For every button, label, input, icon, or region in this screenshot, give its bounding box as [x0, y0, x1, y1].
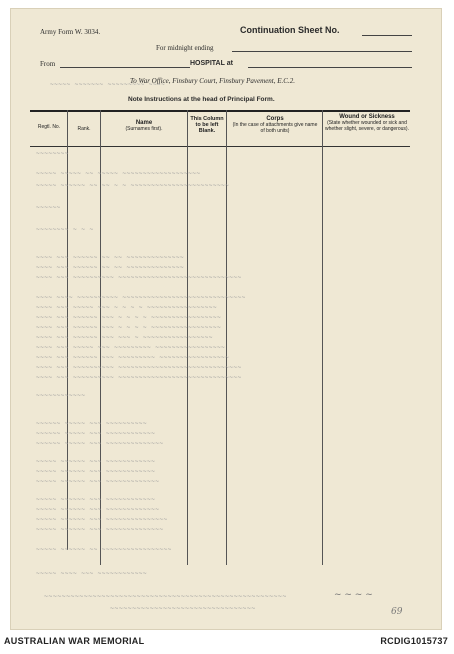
header-regtl-no: Regtl. No.: [37, 124, 61, 130]
table-header-bottom: [30, 146, 410, 147]
header-wound: [325, 114, 409, 132]
sheet-title: Continuation Sheet No.: [240, 25, 340, 35]
header-rank: Rank.: [77, 126, 91, 132]
pencil-number: 69: [391, 607, 403, 617]
address: To War Office, Finsbury Court, Finsbury Pavement, E.C.2.: [130, 77, 295, 85]
footer-record-id: RCDIG1015737: [380, 636, 448, 646]
header-name-title: Name: [135, 120, 153, 126]
midnight-line: [232, 51, 412, 52]
pencil-scribble: ~ ~ ~ ~: [334, 590, 373, 600]
header-corps-sub: (In the case of attachments give name of both units): [232, 122, 318, 134]
table-top-border: [30, 110, 410, 112]
footer-institution: AUSTRALIAN WAR MEMORIAL: [4, 636, 145, 646]
from-label: From: [40, 60, 56, 68]
header-blank-column: This Column to be left Blank.: [190, 116, 224, 134]
hospital-line: [248, 67, 412, 68]
header-corps: [230, 116, 320, 134]
header-wound-title: Wound or Sickness: [339, 114, 395, 120]
header-name: [104, 120, 184, 132]
header-name-sub: (Surnames first).: [125, 126, 163, 132]
hospital-label: HOSPITAL at: [190, 60, 233, 67]
sheet-number-line: [362, 35, 412, 36]
form-number: Army Form W. 3034.: [40, 28, 101, 36]
from-line: [60, 67, 190, 68]
header-wound-sub: (State whether wounded or sick and whether slight, severe, or dangerous).: [325, 120, 409, 132]
col-divider-4: [226, 110, 227, 565]
note-instructions: Note Instructions at the head of Principal Form.: [128, 96, 275, 103]
midnight-label: For midnight ending: [156, 44, 214, 52]
header-corps-title: Corps: [266, 116, 284, 122]
col-divider-5: [322, 110, 323, 565]
